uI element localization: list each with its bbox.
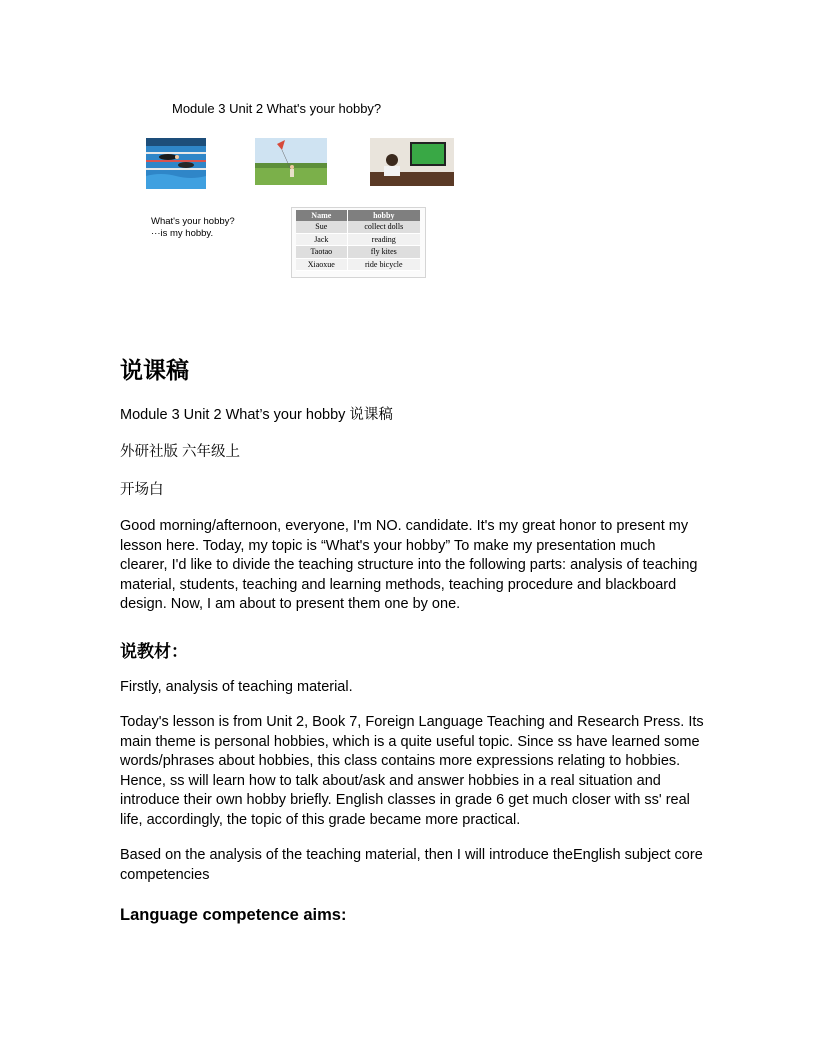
intro-paragraph: Good morning/afternoon, everyone, I'm NO. candidate. It's my great honor to present my lesson here. Today, my topic is “What's your hobby” To make my presentation much clearer, I'd like to divide the teaching structure into the following parts: analysis of teaching material, students, teaching and learning methods, teaching procedure and blackboard design. Now, I am about to present them one by one. bbox=[120, 518, 698, 612]
section-heading: 说教材： bbox=[120, 642, 188, 662]
table-row bbox=[296, 233, 420, 246]
slide-title: Module 3 Unit 2 What's your hobby? bbox=[172, 101, 382, 116]
table-cell: collect dolls bbox=[347, 221, 420, 233]
table-cell: Sue bbox=[296, 221, 347, 233]
based-on-paragraph: Based on the analysis of the teaching material, then I will introduce theEnglish subject core competencies bbox=[120, 847, 703, 883]
table-cell: reading bbox=[347, 233, 420, 246]
opening-label: 开场白 bbox=[120, 482, 164, 498]
document-subtitle: Module 3 Unit 2 What’s your hobby 说课稿 bbox=[120, 407, 393, 423]
table-header: Name bbox=[296, 210, 347, 221]
language-aims-heading: Language competence aims: bbox=[120, 906, 347, 924]
answer-text: ···is my hobby. bbox=[151, 228, 214, 239]
table-cell: fly kites bbox=[347, 246, 420, 259]
publisher-line: 外研社版 六年级上 bbox=[120, 444, 241, 460]
table-cell: ride bicycle bbox=[347, 258, 420, 271]
table-header: hobby bbox=[347, 210, 420, 221]
slide-question-answer bbox=[151, 216, 235, 240]
swimming-photo bbox=[146, 138, 206, 189]
firstly-paragraph: Firstly, analysis of teaching material. bbox=[120, 679, 353, 695]
table-cell: Xiaoxue bbox=[296, 258, 347, 271]
hobby-table bbox=[291, 207, 426, 278]
question-text: What's your hobby? bbox=[151, 216, 235, 227]
document-heading: 说课稿 bbox=[120, 357, 189, 384]
tv-photo bbox=[370, 138, 454, 186]
table-row bbox=[296, 258, 420, 271]
table-cell: Jack bbox=[296, 233, 347, 246]
table-row bbox=[296, 221, 420, 233]
table-row bbox=[296, 246, 420, 259]
kite-photo bbox=[255, 138, 327, 185]
material-paragraph: Today's lesson is from Unit 2, Book 7, Foreign Language Teaching and Research Press. Its main theme is personal hobbies, which is a quite useful topic. Since ss have learned some words/phrases about hobbies, this class contains more expressions relating to hobbies. Hence, ss will learn how to talk about/ask and answer hobbies in a real situation and introduce their own hobby briefly. English classes in grade 6 get much closer with ss' real life, accordingly, the topic of this grade became more practical. bbox=[120, 714, 704, 828]
table-cell: Taotao bbox=[296, 246, 347, 259]
